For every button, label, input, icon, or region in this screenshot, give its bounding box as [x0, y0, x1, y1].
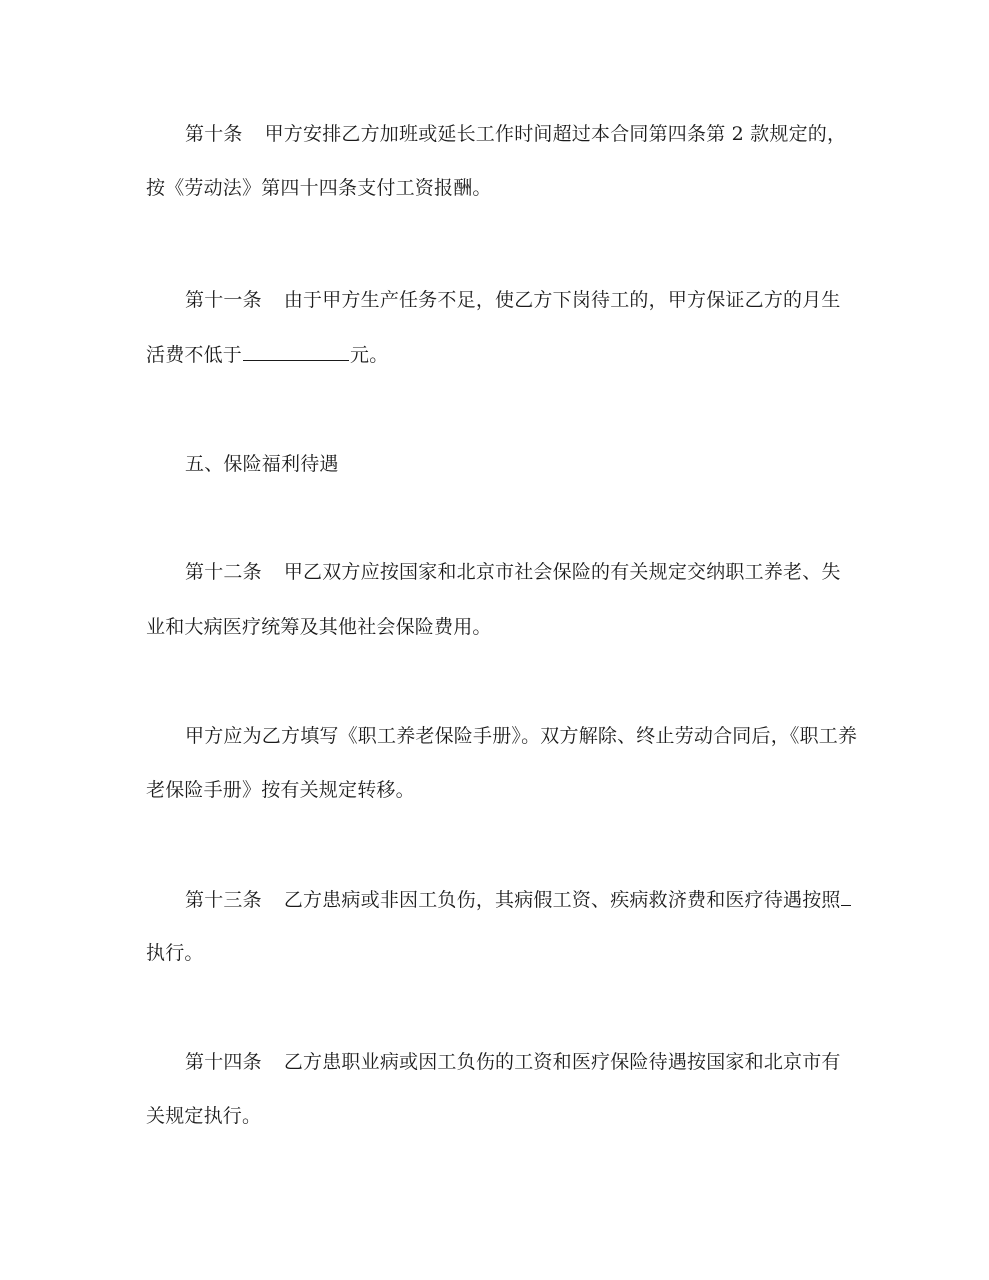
article-14-line-1 — [185, 1050, 841, 1074]
section-5-heading: 五、保险福利待遇 — [185, 453, 339, 475]
article-11-line-1 — [185, 288, 841, 312]
article-12-para-2-line-1: 甲方应为乙方填写《职工养老保险手册》。双方解除、终止劳动合同后，《职工养 — [185, 725, 858, 747]
article-11-text-1: 由于甲方生产任务不足，使乙方下岗待工的，甲方保证乙方的月生 — [283, 289, 841, 311]
article-12-para-2-line-2: 老保险手册》按有关规定转移。 — [146, 779, 415, 801]
article-11-line-2 — [146, 342, 388, 367]
article-13-line-1 — [185, 887, 851, 912]
article-11-text-2-pre: 活费不低于 — [146, 344, 243, 366]
article-10-line-1 — [185, 122, 847, 146]
article-13-label: 第十三条 — [185, 889, 262, 911]
article-14-label: 第十四条 — [185, 1051, 262, 1073]
article-10-text-1: 甲方安排乙方加班或延长工作时间超过本合同第四条第 2 款规定的， — [264, 123, 847, 145]
reference-blank — [841, 887, 851, 906]
article-13-text-1: 乙方患病或非因工负伤，其病假工资、疾病救济费和医疗待遇按照 — [283, 889, 841, 911]
allowance-blank — [243, 342, 349, 361]
article-14-text-1: 乙方患职业病或因工负伤的工资和医疗保险待遇按国家和北京市有 — [283, 1051, 841, 1073]
article-10-line-2: 按《劳动法》第四十四条支付工资报酬。 — [146, 177, 492, 199]
article-12-label: 第十二条 — [185, 561, 262, 583]
article-11-text-2-post: 元。 — [350, 344, 389, 366]
article-13-line-2: 执行。 — [146, 942, 204, 964]
article-14-line-2: 关规定执行。 — [146, 1105, 262, 1127]
article-12-text-1: 甲乙双方应按国家和北京市社会保险的有关规定交纳职工养老、失 — [283, 561, 841, 583]
article-10-label: 第十条 — [185, 123, 243, 145]
article-11-label: 第十一条 — [185, 289, 262, 311]
article-12-line-1 — [185, 560, 841, 584]
article-12-line-2: 业和大病医疗统筹及其他社会保险费用。 — [146, 616, 492, 638]
